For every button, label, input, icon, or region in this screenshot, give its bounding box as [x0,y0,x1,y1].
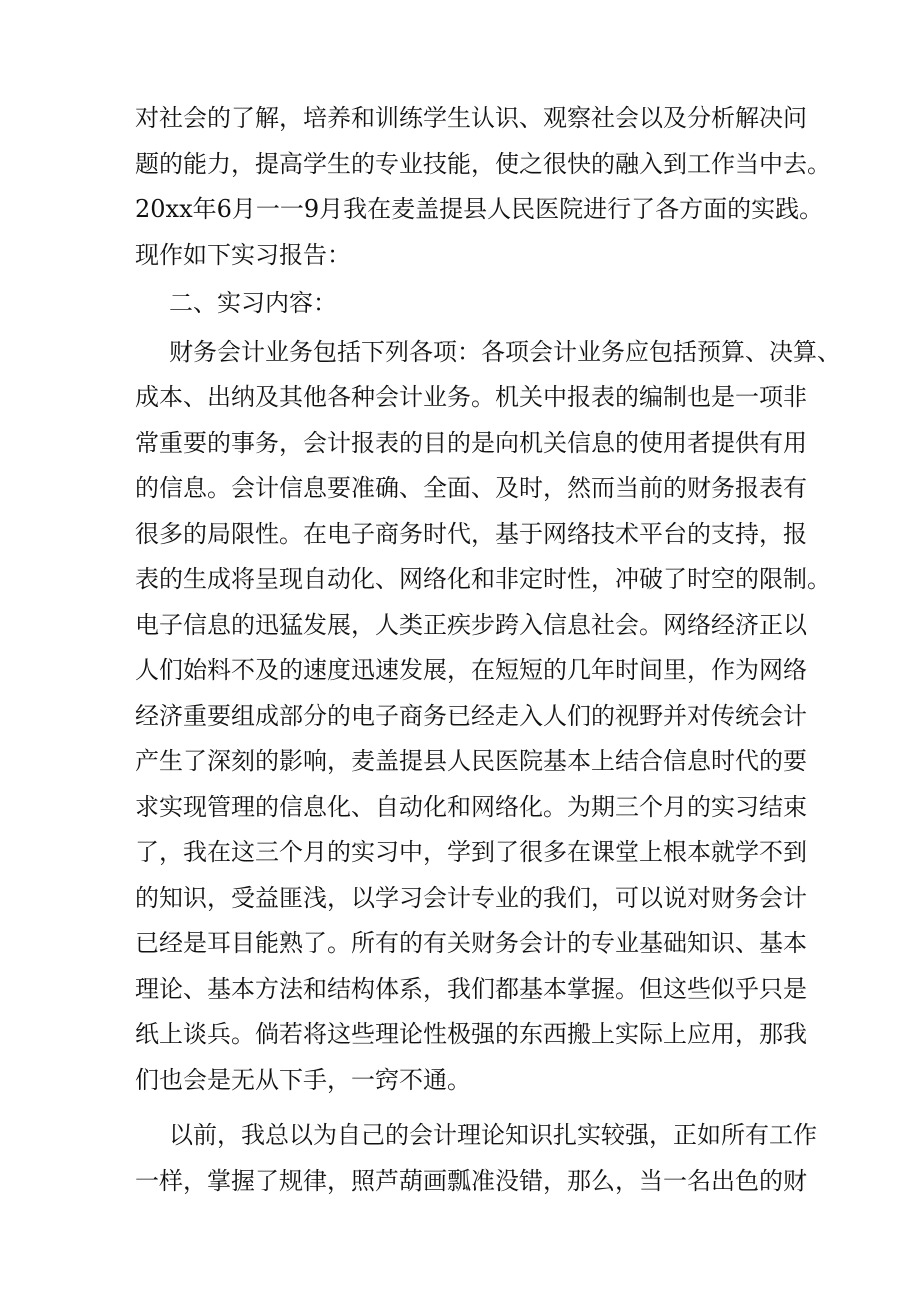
report-text [135,96,841,1204]
intro-line: 对社会的了解，培养和训练学生认识、观察社会以及分析解决问 [135,104,807,132]
paragraph-line: 成本、出纳及其他各种会计业务。机关中报表的编制也是一项非 [135,383,807,411]
paragraph-line: 的信息。会计信息要准确、全面、及时，然而当前的财务报表有 [135,474,807,502]
paragraph-line: 了，我在这三个月的实习中，学到了很多在课堂上根本就学不到 [135,838,807,866]
paragraph-line: 产生了深刻的影响，麦盖提县人民医院基本上结合信息时代的要 [135,747,807,775]
paragraph-line: 理论、基本方法和结构体系，我们都基本掌握。但这些似乎只是 [135,974,807,1003]
paragraph-line: 以前，我总以为自己的会计理论知识扎实较强，正如所有工作 [169,1121,817,1149]
paragraph-line: 已经是耳目能熟了。所有的有关财务会计的专业基础知识、基本 [135,929,807,957]
paragraph-line: 的知识，受益匪浅，以学习会计专业的我们，可以说对财务会计 [135,883,807,912]
section-heading: 二、实习内容： [169,289,337,317]
paragraph-line: 纸上谈兵。倘若将这些理论性极强的东西搬上实际上应用，那我 [135,1020,807,1048]
paragraph-line: 财务会计业务包括下列各项：各项会计业务应包括预算、决算、 [169,337,841,366]
intro-line: 现作如下实习报告： [135,240,351,269]
paragraph-line: 求实现管理的信息化、自动化和网络化。为期三个月的实习结束 [135,792,807,821]
paragraph-line: 经济重要组成部分的电子商务已经走入人们的视野并对传统会计 [135,701,807,730]
intro-line: 20xx年6月一一9月我在麦盖提县人民医院进行了各方面的实践。 [135,195,824,223]
paragraph-line: 很多的局限性。在电子商务时代，基于网络技术平台的支持，报 [135,519,807,548]
paragraph-line: 电子信息的迅猛发展，人类正疾步跨入信息社会。网络经济正以 [135,610,807,639]
intro-line: 题的能力，提高学生的专业技能，使之很快的融入到工作当中去。 [135,149,831,178]
paragraph-line: 人们始料不及的速度迅速发展，在短短的几年时间里，作为网络 [135,656,807,684]
paragraph-line: 表的生成将呈现自动化、网络化和非定时性，冲破了时空的限制。 [135,565,831,593]
paragraph-line: 一样，掌握了规律，照芦葫画瓢准没错，那么，当一名出色的财 [135,1166,807,1195]
paragraph-line: 常重要的事务，会计报表的目的是向机关信息的使用者提供有用 [135,428,807,457]
paragraph-line: 们也会是无从下手，一窍不通。 [135,1065,471,1094]
